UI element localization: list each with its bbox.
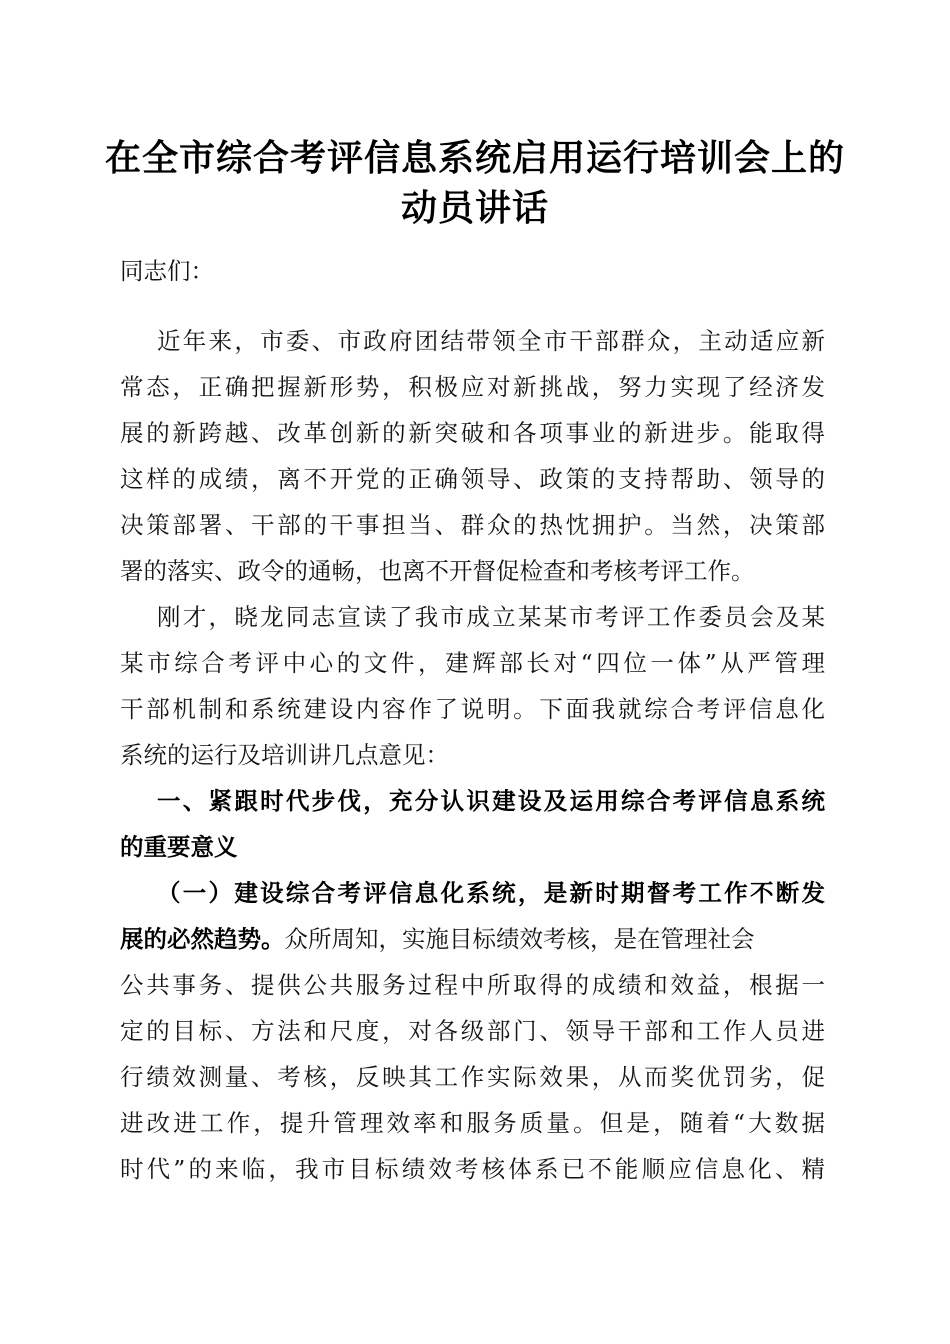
paragraph-line: 系统的运行及培训讲几点意见： xyxy=(120,741,449,769)
paragraph-line: 署的落实、政令的通畅，也离不开督促检查和考核考评工作。 xyxy=(120,557,755,585)
section-heading-line: 的重要意义 xyxy=(120,833,238,861)
paragraph-text: 众所周知，实施目标绩效考核，是在管理社会 xyxy=(284,925,755,953)
document-title-line-2: 动员讲话 xyxy=(400,187,549,229)
subsection-heading-line: （一）建设综合考评信息化系统，是新时期督考工作不断发 xyxy=(157,879,825,907)
subsection-heading-end: 展的必然趋势。 xyxy=(120,925,285,953)
paragraph-line: 某市综合考评中心的文件，建辉部长对“四位一体”从严管理 xyxy=(120,649,825,677)
paragraph-line: 干部机制和系统建设内容作了说明。下面我就综合考评信息化 xyxy=(120,695,825,723)
paragraph-line: 时代”的来临，我市目标绩效考核体系已不能顺应信息化、精 xyxy=(120,1155,825,1183)
paragraph-line: 决策部署、干部的干事担当、群众的热忱拥护。当然，决策部 xyxy=(120,511,825,539)
paragraph-line: 展的新跨越、改革创新的新突破和各项事业的新进步。能取得 xyxy=(120,419,825,447)
paragraph-line: 常态，正确把握新形势，积极应对新挑战，努力实现了经济发 xyxy=(120,373,825,401)
paragraph-line: 这样的成绩，离不开党的正确领导、政策的支持帮助、领导的 xyxy=(120,465,825,493)
paragraph-line: 近年来，市委、市政府团结带领全市干部群众，主动适应新 xyxy=(157,327,825,355)
document-title-line-1: 在全市综合考评信息系统启用运行培训会上的 xyxy=(104,137,845,179)
section-heading-line: 一、紧跟时代步伐，充分认识建设及运用综合考评信息系统 xyxy=(157,787,825,815)
paragraph-line: 公共事务、提供公共服务过程中所取得的成绩和效益，根据一 xyxy=(120,971,825,999)
paragraph-line: 定的目标、方法和尺度，对各级部门、领导干部和工作人员进 xyxy=(120,1017,825,1045)
paragraph-line: 刚才，晓龙同志宣读了我市成立某某市考评工作委员会及某 xyxy=(157,603,825,631)
paragraph-line: 进改进工作，提升管理效率和服务质量。但是，随着“大数据 xyxy=(120,1109,825,1137)
salutation: 同志们： xyxy=(120,257,214,285)
paragraph-line: 行绩效测量、考核，反映其工作实际效果，从而奖优罚劣，促 xyxy=(120,1063,825,1091)
paragraph-line-mixed xyxy=(120,924,825,954)
